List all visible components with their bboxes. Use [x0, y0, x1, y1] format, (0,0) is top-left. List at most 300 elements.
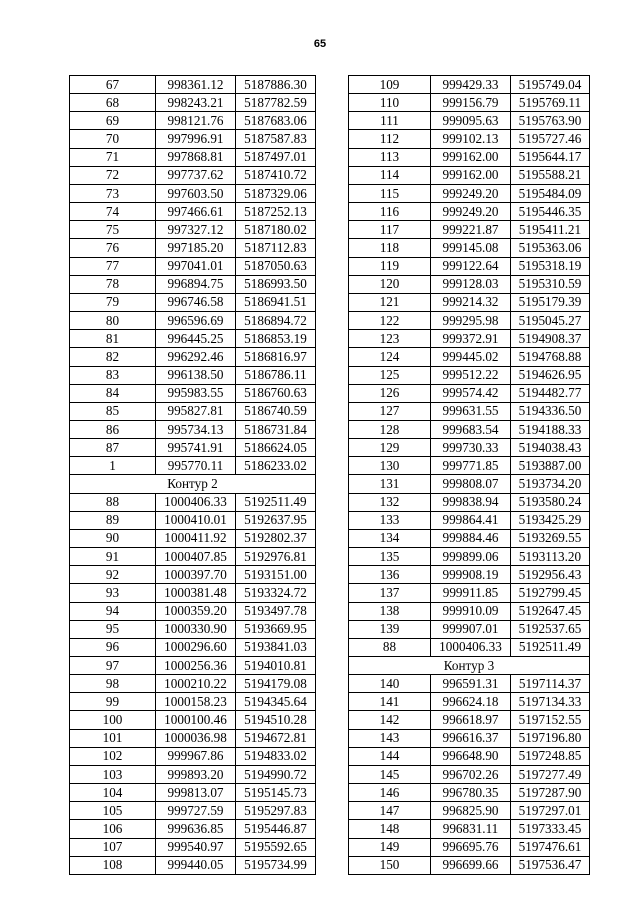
table-row	[70, 657, 316, 675]
point-number-cell: 76	[70, 239, 156, 257]
table-row	[349, 130, 590, 148]
table-row	[349, 239, 590, 257]
point-number-cell: 109	[349, 76, 431, 94]
point-number-cell: 1	[70, 457, 156, 475]
table-row	[70, 112, 316, 130]
y-coordinate-cell: 5195763.90	[511, 112, 590, 130]
x-coordinate-cell: 996894.75	[156, 275, 236, 293]
point-number-cell: 106	[70, 820, 156, 838]
y-coordinate-cell: 5195446.35	[511, 203, 590, 221]
point-number-cell: 138	[349, 602, 431, 620]
y-coordinate-cell: 5186740.59	[236, 402, 316, 420]
x-coordinate-cell: 999295.98	[431, 312, 511, 330]
y-coordinate-cell: 5197287.90	[511, 784, 590, 802]
point-number-cell: 93	[70, 584, 156, 602]
y-coordinate-cell: 5194833.02	[236, 747, 316, 765]
point-number-cell: 77	[70, 257, 156, 275]
table-row	[70, 584, 316, 602]
point-number-cell: 87	[70, 439, 156, 457]
table-row	[349, 693, 590, 711]
point-number-cell: 103	[70, 765, 156, 783]
y-coordinate-cell: 5193497.78	[236, 602, 316, 620]
point-number-cell: 115	[349, 184, 431, 202]
x-coordinate-cell: 999122.64	[431, 257, 511, 275]
x-coordinate-cell: 999440.05	[156, 856, 236, 874]
x-coordinate-cell: 995983.55	[156, 384, 236, 402]
y-coordinate-cell: 5187683.06	[236, 112, 316, 130]
table-row	[70, 675, 316, 693]
point-number-cell: 82	[70, 348, 156, 366]
table-row	[349, 529, 590, 547]
x-coordinate-cell: 996648.90	[431, 747, 511, 765]
table-row	[349, 784, 590, 802]
x-coordinate-cell: 997466.61	[156, 203, 236, 221]
table-row	[349, 602, 590, 620]
y-coordinate-cell: 5186894.72	[236, 312, 316, 330]
y-coordinate-cell: 5192637.95	[236, 511, 316, 529]
point-number-cell: 97	[70, 657, 156, 675]
x-coordinate-cell: 999512.22	[431, 366, 511, 384]
table-row	[349, 802, 590, 820]
point-number-cell: 72	[70, 166, 156, 184]
point-number-cell: 75	[70, 221, 156, 239]
point-number-cell: 112	[349, 130, 431, 148]
x-coordinate-cell: 997603.50	[156, 184, 236, 202]
point-number-cell: 88	[70, 493, 156, 511]
y-coordinate-cell: 5186233.02	[236, 457, 316, 475]
y-coordinate-cell: 5197114.37	[511, 675, 590, 693]
table-row	[70, 366, 316, 384]
table-row	[349, 711, 590, 729]
coordinates-table-right-body	[349, 76, 590, 875]
y-coordinate-cell: 5187410.72	[236, 166, 316, 184]
table-row	[70, 566, 316, 584]
point-number-cell: 146	[349, 784, 431, 802]
x-coordinate-cell: 999683.54	[431, 420, 511, 438]
table-row	[349, 384, 590, 402]
point-number-cell: 73	[70, 184, 156, 202]
point-number-cell: 113	[349, 148, 431, 166]
y-coordinate-cell: 5187180.02	[236, 221, 316, 239]
y-coordinate-cell: 5195363.06	[511, 239, 590, 257]
y-coordinate-cell: 5186731.84	[236, 420, 316, 438]
y-coordinate-cell: 5195446.87	[236, 820, 316, 838]
y-coordinate-cell: 5192799.45	[511, 584, 590, 602]
table-row	[349, 566, 590, 584]
point-number-cell: 136	[349, 566, 431, 584]
point-number-cell: 125	[349, 366, 431, 384]
x-coordinate-cell: 998121.76	[156, 112, 236, 130]
point-number-cell: 127	[349, 402, 431, 420]
point-number-cell: 102	[70, 747, 156, 765]
point-number-cell: 91	[70, 548, 156, 566]
x-coordinate-cell: 999910.09	[431, 602, 511, 620]
table-row	[349, 94, 590, 112]
x-coordinate-cell: 999128.03	[431, 275, 511, 293]
point-number-cell: 78	[70, 275, 156, 293]
y-coordinate-cell: 5186816.97	[236, 348, 316, 366]
table-row	[349, 402, 590, 420]
y-coordinate-cell: 5195727.46	[511, 130, 590, 148]
y-coordinate-cell: 5192647.45	[511, 602, 590, 620]
x-coordinate-cell: 999730.33	[431, 439, 511, 457]
point-number-cell: 128	[349, 420, 431, 438]
table-row	[70, 420, 316, 438]
y-coordinate-cell: 5187112.83	[236, 239, 316, 257]
table-row	[70, 765, 316, 783]
table-row	[349, 439, 590, 457]
point-number-cell: 74	[70, 203, 156, 221]
point-number-cell: 69	[70, 112, 156, 130]
x-coordinate-cell: 996616.37	[431, 729, 511, 747]
point-number-cell: 105	[70, 802, 156, 820]
x-coordinate-cell: 1000407.85	[156, 548, 236, 566]
point-number-cell: 119	[349, 257, 431, 275]
table-row	[349, 366, 590, 384]
table-row	[70, 348, 316, 366]
y-coordinate-cell: 5193887.00	[511, 457, 590, 475]
table-row	[70, 312, 316, 330]
y-coordinate-cell: 5186786.11	[236, 366, 316, 384]
y-coordinate-cell: 5192976.81	[236, 548, 316, 566]
x-coordinate-cell: 1000100.46	[156, 711, 236, 729]
point-number-cell: 100	[70, 711, 156, 729]
x-coordinate-cell: 999893.20	[156, 765, 236, 783]
table-row	[70, 257, 316, 275]
y-coordinate-cell: 5193151.00	[236, 566, 316, 584]
x-coordinate-cell: 1000330.90	[156, 620, 236, 638]
y-coordinate-cell: 5194010.81	[236, 657, 316, 675]
y-coordinate-cell: 5186993.50	[236, 275, 316, 293]
y-coordinate-cell: 5193425.29	[511, 511, 590, 529]
table-row	[349, 184, 590, 202]
point-number-cell: 148	[349, 820, 431, 838]
y-coordinate-cell: 5186624.05	[236, 439, 316, 457]
table-row	[349, 312, 590, 330]
x-coordinate-cell: 999864.41	[431, 511, 511, 529]
point-number-cell: 123	[349, 330, 431, 348]
x-coordinate-cell: 996292.46	[156, 348, 236, 366]
x-coordinate-cell: 999249.20	[431, 203, 511, 221]
x-coordinate-cell: 997868.81	[156, 148, 236, 166]
y-coordinate-cell: 5195644.17	[511, 148, 590, 166]
point-number-cell: 96	[70, 638, 156, 656]
y-coordinate-cell: 5194626.95	[511, 366, 590, 384]
table-row	[70, 166, 316, 184]
point-number-cell: 142	[349, 711, 431, 729]
x-coordinate-cell: 998361.12	[156, 76, 236, 94]
point-number-cell: 117	[349, 221, 431, 239]
point-number-cell: 101	[70, 729, 156, 747]
table-row	[70, 402, 316, 420]
table-row	[70, 693, 316, 711]
y-coordinate-cell: 5194179.08	[236, 675, 316, 693]
table-row	[70, 130, 316, 148]
y-coordinate-cell: 5194908.37	[511, 330, 590, 348]
table-row	[70, 711, 316, 729]
y-coordinate-cell: 5195588.21	[511, 166, 590, 184]
x-coordinate-cell: 997041.01	[156, 257, 236, 275]
x-coordinate-cell: 999911.85	[431, 584, 511, 602]
table-row	[70, 729, 316, 747]
point-number-cell: 129	[349, 439, 431, 457]
table-row	[349, 112, 590, 130]
table-row	[70, 293, 316, 311]
x-coordinate-cell: 999838.94	[431, 493, 511, 511]
x-coordinate-cell: 999808.07	[431, 475, 511, 493]
x-coordinate-cell: 998243.21	[156, 94, 236, 112]
table-row	[70, 493, 316, 511]
table-row	[70, 275, 316, 293]
table-row	[349, 511, 590, 529]
point-number-cell: 88	[349, 638, 431, 656]
y-coordinate-cell: 5193324.72	[236, 584, 316, 602]
point-number-cell: 145	[349, 765, 431, 783]
table-row	[70, 820, 316, 838]
point-number-cell: 132	[349, 493, 431, 511]
y-coordinate-cell: 5195310.59	[511, 275, 590, 293]
table-row	[70, 620, 316, 638]
y-coordinate-cell: 5195179.39	[511, 293, 590, 311]
table-row	[349, 475, 590, 493]
y-coordinate-cell: 5193734.20	[511, 475, 590, 493]
point-number-cell: 134	[349, 529, 431, 547]
y-coordinate-cell: 5195484.09	[511, 184, 590, 202]
point-number-cell: 133	[349, 511, 431, 529]
y-coordinate-cell: 5197134.33	[511, 693, 590, 711]
table-row	[349, 166, 590, 184]
point-number-cell: 90	[70, 529, 156, 547]
x-coordinate-cell: 996596.69	[156, 312, 236, 330]
x-coordinate-cell: 999631.55	[431, 402, 511, 420]
table-row	[70, 457, 316, 475]
coordinates-table-left-body	[70, 76, 316, 875]
y-coordinate-cell: 5187886.30	[236, 76, 316, 94]
x-coordinate-cell: 999162.00	[431, 166, 511, 184]
table-row	[70, 856, 316, 874]
x-coordinate-cell: 1000210.22	[156, 675, 236, 693]
point-number-cell: 99	[70, 693, 156, 711]
point-number-cell: 135	[349, 548, 431, 566]
point-number-cell: 150	[349, 856, 431, 874]
y-coordinate-cell: 5194336.50	[511, 402, 590, 420]
x-coordinate-cell: 1000381.48	[156, 584, 236, 602]
x-coordinate-cell: 999727.59	[156, 802, 236, 820]
x-coordinate-cell: 1000158.23	[156, 693, 236, 711]
coordinates-table-right	[348, 75, 590, 875]
x-coordinate-cell: 996831.11	[431, 820, 511, 838]
x-coordinate-cell: 999095.63	[431, 112, 511, 130]
x-coordinate-cell: 999813.07	[156, 784, 236, 802]
table-row	[70, 529, 316, 547]
point-number-cell: 131	[349, 475, 431, 493]
point-number-cell: 108	[70, 856, 156, 874]
y-coordinate-cell: 5186941.51	[236, 293, 316, 311]
point-number-cell: 122	[349, 312, 431, 330]
table-row	[349, 747, 590, 765]
table-row	[349, 257, 590, 275]
table-row	[70, 838, 316, 856]
point-number-cell: 81	[70, 330, 156, 348]
section-title: Контур 2	[70, 475, 316, 493]
point-number-cell: 107	[70, 838, 156, 856]
table-row	[349, 293, 590, 311]
table-row	[70, 184, 316, 202]
y-coordinate-cell: 5192511.49	[511, 638, 590, 656]
table-row	[349, 638, 590, 656]
y-coordinate-cell: 5195318.19	[511, 257, 590, 275]
x-coordinate-cell: 996699.66	[431, 856, 511, 874]
y-coordinate-cell: 5197152.55	[511, 711, 590, 729]
y-coordinate-cell: 5195145.73	[236, 784, 316, 802]
point-number-cell: 149	[349, 838, 431, 856]
y-coordinate-cell: 5187497.01	[236, 148, 316, 166]
table-row	[70, 148, 316, 166]
table-row	[349, 820, 590, 838]
coordinates-table-left	[69, 75, 316, 875]
x-coordinate-cell: 995770.11	[156, 457, 236, 475]
x-coordinate-cell: 1000296.60	[156, 638, 236, 656]
table-row	[70, 802, 316, 820]
point-number-cell: 114	[349, 166, 431, 184]
x-coordinate-cell: 999162.00	[431, 148, 511, 166]
point-number-cell: 84	[70, 384, 156, 402]
x-coordinate-cell: 999429.33	[431, 76, 511, 94]
section-row	[70, 475, 316, 493]
y-coordinate-cell: 5194510.28	[236, 711, 316, 729]
x-coordinate-cell: 999574.42	[431, 384, 511, 402]
x-coordinate-cell: 996825.90	[431, 802, 511, 820]
y-coordinate-cell: 5194672.81	[236, 729, 316, 747]
x-coordinate-cell: 996591.31	[431, 675, 511, 693]
point-number-cell: 94	[70, 602, 156, 620]
point-number-cell: 92	[70, 566, 156, 584]
x-coordinate-cell: 1000359.20	[156, 602, 236, 620]
point-number-cell: 144	[349, 747, 431, 765]
x-coordinate-cell: 997327.12	[156, 221, 236, 239]
x-coordinate-cell: 999967.86	[156, 747, 236, 765]
x-coordinate-cell: 1000036.98	[156, 729, 236, 747]
y-coordinate-cell: 5197248.85	[511, 747, 590, 765]
x-coordinate-cell: 997737.62	[156, 166, 236, 184]
y-coordinate-cell: 5197196.80	[511, 729, 590, 747]
table-row	[70, 548, 316, 566]
point-number-cell: 116	[349, 203, 431, 221]
table-row	[70, 784, 316, 802]
y-coordinate-cell: 5194188.33	[511, 420, 590, 438]
table-row	[70, 221, 316, 239]
x-coordinate-cell: 995741.91	[156, 439, 236, 457]
y-coordinate-cell: 5197297.01	[511, 802, 590, 820]
point-number-cell: 120	[349, 275, 431, 293]
x-coordinate-cell: 999102.13	[431, 130, 511, 148]
y-coordinate-cell: 5193580.24	[511, 493, 590, 511]
table-row	[349, 584, 590, 602]
y-coordinate-cell: 5194038.43	[511, 439, 590, 457]
y-coordinate-cell: 5193669.95	[236, 620, 316, 638]
point-number-cell: 98	[70, 675, 156, 693]
table-row	[70, 384, 316, 402]
x-coordinate-cell: 996746.58	[156, 293, 236, 311]
table-row	[349, 838, 590, 856]
y-coordinate-cell: 5192537.65	[511, 620, 590, 638]
table-row	[349, 729, 590, 747]
y-coordinate-cell: 5195734.99	[236, 856, 316, 874]
table-row	[70, 602, 316, 620]
x-coordinate-cell: 999249.20	[431, 184, 511, 202]
page-number: 65	[313, 38, 327, 50]
y-coordinate-cell: 5194345.64	[236, 693, 316, 711]
point-number-cell: 111	[349, 112, 431, 130]
y-coordinate-cell: 5192956.43	[511, 566, 590, 584]
y-coordinate-cell: 5187050.63	[236, 257, 316, 275]
point-number-cell: 104	[70, 784, 156, 802]
table-row	[70, 638, 316, 656]
x-coordinate-cell: 996624.18	[431, 693, 511, 711]
table-row	[70, 239, 316, 257]
table-row	[349, 330, 590, 348]
y-coordinate-cell: 5197333.45	[511, 820, 590, 838]
x-coordinate-cell: 1000411.92	[156, 529, 236, 547]
y-coordinate-cell: 5195297.83	[236, 802, 316, 820]
x-coordinate-cell: 999214.32	[431, 293, 511, 311]
x-coordinate-cell: 999771.85	[431, 457, 511, 475]
table-row	[349, 457, 590, 475]
point-number-cell: 124	[349, 348, 431, 366]
point-number-cell: 68	[70, 94, 156, 112]
x-coordinate-cell: 997185.20	[156, 239, 236, 257]
point-number-cell: 85	[70, 402, 156, 420]
point-number-cell: 83	[70, 366, 156, 384]
y-coordinate-cell: 5195592.65	[236, 838, 316, 856]
table-row	[349, 765, 590, 783]
x-coordinate-cell: 999540.97	[156, 838, 236, 856]
x-coordinate-cell: 996702.26	[431, 765, 511, 783]
y-coordinate-cell: 5192511.49	[236, 493, 316, 511]
y-coordinate-cell: 5187329.06	[236, 184, 316, 202]
x-coordinate-cell: 996618.97	[431, 711, 511, 729]
table-row	[349, 221, 590, 239]
x-coordinate-cell: 999372.91	[431, 330, 511, 348]
point-number-cell: 118	[349, 239, 431, 257]
y-coordinate-cell: 5187587.83	[236, 130, 316, 148]
x-coordinate-cell: 1000397.70	[156, 566, 236, 584]
table-row	[70, 747, 316, 765]
x-coordinate-cell: 999884.46	[431, 529, 511, 547]
table-row	[349, 548, 590, 566]
table-row	[70, 76, 316, 94]
y-coordinate-cell: 5195749.04	[511, 76, 590, 94]
x-coordinate-cell: 995734.13	[156, 420, 236, 438]
y-coordinate-cell: 5193269.55	[511, 529, 590, 547]
x-coordinate-cell: 1000256.36	[156, 657, 236, 675]
point-number-cell: 80	[70, 312, 156, 330]
point-number-cell: 70	[70, 130, 156, 148]
x-coordinate-cell: 996138.50	[156, 366, 236, 384]
table-row	[349, 348, 590, 366]
y-coordinate-cell: 5193841.03	[236, 638, 316, 656]
x-coordinate-cell: 996780.35	[431, 784, 511, 802]
y-coordinate-cell: 5194990.72	[236, 765, 316, 783]
table-row	[70, 94, 316, 112]
y-coordinate-cell: 5195769.11	[511, 94, 590, 112]
table-row	[349, 675, 590, 693]
x-coordinate-cell: 997996.91	[156, 130, 236, 148]
y-coordinate-cell: 5192802.37	[236, 529, 316, 547]
point-number-cell: 137	[349, 584, 431, 602]
table-row	[349, 493, 590, 511]
x-coordinate-cell: 999899.06	[431, 548, 511, 566]
